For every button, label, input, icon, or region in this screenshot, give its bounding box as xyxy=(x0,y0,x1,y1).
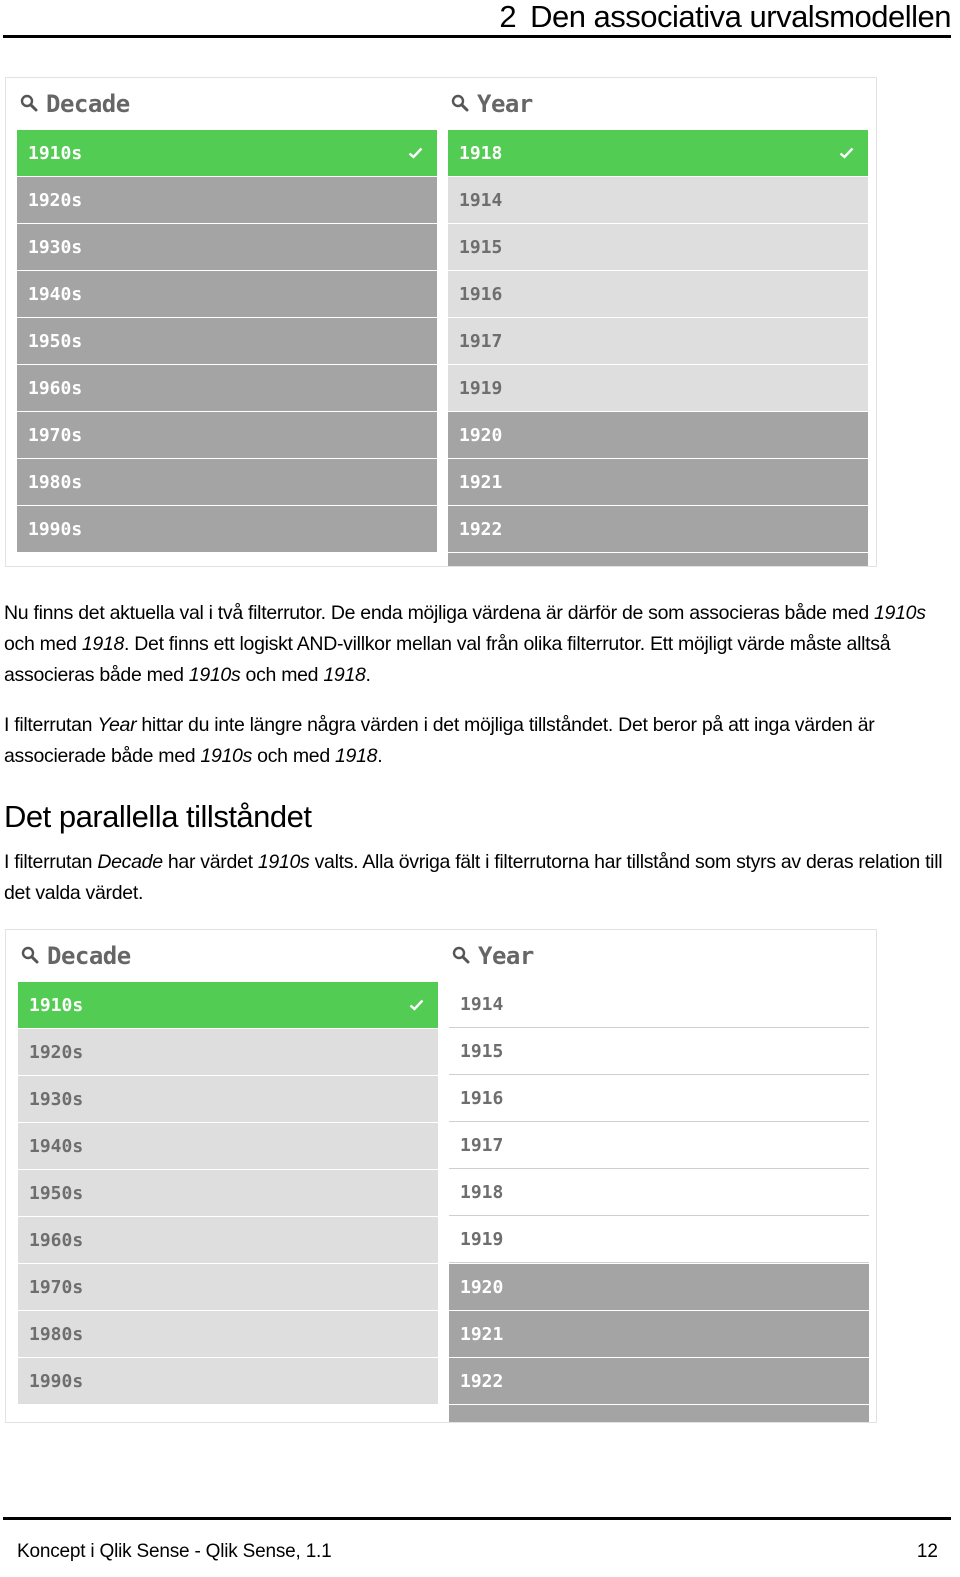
emphasis-text: 1910s xyxy=(200,745,253,767)
section-heading: Det parallella tillståndet xyxy=(4,799,312,834)
list-item-label: 1960s xyxy=(29,1229,84,1251)
filter-pane-decade[interactable] xyxy=(17,78,437,553)
list-item-label: 1922 xyxy=(459,518,503,540)
list-item-alternative[interactable] xyxy=(18,1076,438,1122)
decade-list xyxy=(18,982,438,1404)
list-item-label: 1980s xyxy=(29,1323,84,1345)
list-item-excluded[interactable] xyxy=(17,506,437,552)
list-item-alternative[interactable] xyxy=(448,365,868,411)
search-icon[interactable] xyxy=(20,90,46,118)
list-item-label: 1910s xyxy=(28,142,83,164)
list-item-label: 1920 xyxy=(459,424,503,446)
search-icon[interactable] xyxy=(21,942,47,970)
filter-pane-year[interactable] xyxy=(448,78,868,567)
page-number: 12 xyxy=(916,1541,938,1562)
chapter-title xyxy=(499,0,951,34)
emphasis-text: 1910s xyxy=(874,602,926,624)
filter-pane-year[interactable] xyxy=(449,930,869,1423)
paragraph-2 xyxy=(4,710,954,772)
pane-title-text: Year xyxy=(477,90,533,118)
paragraph-1 xyxy=(4,598,954,691)
emphasis-text: 1918 xyxy=(323,664,366,686)
text-run: I filterrutan xyxy=(4,714,98,736)
list-item-excluded[interactable] xyxy=(449,1264,869,1310)
list-item-excluded[interactable] xyxy=(448,506,868,552)
list-item-label: 1950s xyxy=(28,330,83,352)
figure-filter-panes-1 xyxy=(5,77,877,567)
text-run: . xyxy=(365,664,371,686)
list-item-label: 1916 xyxy=(460,1088,504,1109)
list-item-excluded[interactable] xyxy=(448,412,868,458)
list-item-label: 1916 xyxy=(459,283,503,305)
list-item-label: 1920s xyxy=(28,189,83,211)
list-item-excluded[interactable] xyxy=(17,271,437,317)
pane-title-text: Decade xyxy=(46,90,130,118)
pane-title-decade[interactable] xyxy=(17,78,437,130)
emphasis-text: Year xyxy=(97,714,137,736)
emphasis-text: 1910s xyxy=(257,851,310,873)
list-item-label: 1990s xyxy=(29,1370,84,1392)
list-item-excluded[interactable] xyxy=(17,459,437,505)
list-item-label: 1970s xyxy=(28,424,83,446)
list-item-label: 1919 xyxy=(459,377,503,399)
list-item-alternative[interactable] xyxy=(18,1123,438,1169)
text-run: Nu finns det aktuella val i två filterrutor. De enda möjliga värdena är därför de som associeras både med xyxy=(4,602,875,624)
list-item-label: 1921 xyxy=(459,471,503,493)
pane-title-year[interactable] xyxy=(448,78,868,130)
list-item-excluded[interactable] xyxy=(17,224,437,270)
list-item-label: 1910s xyxy=(29,994,84,1016)
text-run: hittar du inte längre några värden i det möjliga tillståndet. Det beror på att inga värden är associerade både med xyxy=(4,714,875,767)
search-icon[interactable] xyxy=(451,90,477,118)
list-item-alternative[interactable] xyxy=(18,1264,438,1310)
list-item-selected[interactable] xyxy=(17,130,437,176)
list-item-label: 1990s xyxy=(28,518,83,540)
decade-list xyxy=(17,130,437,552)
year-list xyxy=(448,130,868,567)
list-item-alternative[interactable] xyxy=(18,1029,438,1075)
list-item-possible[interactable] xyxy=(449,1217,869,1263)
list-item-possible[interactable] xyxy=(449,982,869,1028)
year-list xyxy=(449,982,869,1423)
list-item-label: 1960s xyxy=(28,377,83,399)
list-item-excluded[interactable] xyxy=(448,553,868,567)
footer-text: Koncept i Qlik Sense - Qlik Sense, 1.1 xyxy=(17,1541,332,1562)
list-item-excluded[interactable] xyxy=(448,459,868,505)
list-item-alternative[interactable] xyxy=(448,224,868,270)
list-item-alternative[interactable] xyxy=(18,1170,438,1216)
list-item-alternative[interactable] xyxy=(18,1311,438,1357)
checkmark-icon xyxy=(409,999,424,1011)
text-run: och med xyxy=(252,745,335,767)
list-item-label: 1920 xyxy=(460,1276,504,1298)
list-item-label: 1980s xyxy=(28,471,83,493)
paragraph-3 xyxy=(4,847,954,909)
emphasis-text: 1918 xyxy=(335,745,378,767)
list-item-excluded[interactable] xyxy=(17,365,437,411)
list-item-label: 1914 xyxy=(459,189,503,211)
list-item-selected[interactable] xyxy=(448,130,868,176)
emphasis-text: 1918 xyxy=(81,633,124,655)
text-run: och med xyxy=(240,664,324,686)
footer-rule xyxy=(3,1517,951,1520)
list-item-label: 1917 xyxy=(460,1135,504,1156)
list-item-possible[interactable] xyxy=(449,1029,869,1075)
list-item-label: 1921 xyxy=(460,1323,504,1345)
list-item-label: 1920s xyxy=(29,1041,84,1063)
filter-pane-decade[interactable] xyxy=(18,930,438,1405)
list-item-selected[interactable] xyxy=(18,982,438,1028)
emphasis-text: Decade xyxy=(97,851,163,873)
list-item-label: 1970s xyxy=(29,1276,84,1298)
pane-title-year[interactable] xyxy=(449,930,869,982)
list-item-excluded[interactable] xyxy=(17,177,437,223)
chapter-header xyxy=(3,0,951,38)
list-item-excluded[interactable] xyxy=(449,1405,869,1423)
text-run: . xyxy=(377,745,383,767)
text-run: . Det finns ett logiskt AND-villkor mellan val från olika filterrutor. Ett möjligt värde måste alltså associeras både med xyxy=(4,633,891,686)
list-item-label: 1930s xyxy=(29,1088,84,1110)
list-item-label: 1918 xyxy=(460,1182,504,1203)
list-item-alternative[interactable] xyxy=(448,318,868,364)
list-item-label: 1915 xyxy=(460,1041,504,1062)
list-item-alternative[interactable] xyxy=(18,1217,438,1263)
pane-title-decade[interactable] xyxy=(18,930,438,982)
figure-filter-panes-2 xyxy=(5,929,877,1423)
list-item-label: 1940s xyxy=(29,1135,84,1157)
list-item-possible[interactable] xyxy=(449,1076,869,1122)
emphasis-text: 1910s xyxy=(188,664,241,686)
list-item-excluded[interactable] xyxy=(449,1358,869,1404)
text-run: I filterrutan xyxy=(4,851,98,873)
text-run: valts. Alla övriga fält i filterrutorna har tillstånd som styrs av deras relation till det valda värdet. xyxy=(4,851,943,904)
search-icon[interactable] xyxy=(452,942,478,970)
list-item-possible[interactable] xyxy=(449,1170,869,1216)
checkmark-icon xyxy=(839,147,854,159)
list-item-excluded[interactable] xyxy=(17,318,437,364)
text-run: och med xyxy=(4,633,82,655)
list-item-label: 1915 xyxy=(459,236,503,258)
list-item-excluded[interactable] xyxy=(17,412,437,458)
list-item-label: 1917 xyxy=(459,330,503,352)
pane-title-text: Decade xyxy=(47,942,131,970)
list-item-label: 1940s xyxy=(28,283,83,305)
list-item-alternative[interactable] xyxy=(448,271,868,317)
checkmark-icon xyxy=(408,147,423,159)
list-item-label: 1930s xyxy=(28,236,83,258)
list-item-excluded[interactable] xyxy=(449,1311,869,1357)
list-item-alternative[interactable] xyxy=(448,177,868,223)
list-item-label: 1919 xyxy=(460,1229,504,1250)
list-item-label: 1922 xyxy=(460,1370,504,1392)
list-item-label: 1914 xyxy=(460,994,504,1015)
chapter-number: 2 xyxy=(499,0,517,34)
list-item-possible[interactable] xyxy=(449,1123,869,1169)
list-item-label: 1918 xyxy=(459,142,503,164)
pane-title-text: Year xyxy=(478,942,534,970)
text-run: har värdet xyxy=(162,851,258,873)
chapter-title-text: Den associativa urvalsmodellen xyxy=(530,0,951,34)
list-item-alternative[interactable] xyxy=(18,1358,438,1404)
list-item-label: 1950s xyxy=(29,1182,84,1204)
